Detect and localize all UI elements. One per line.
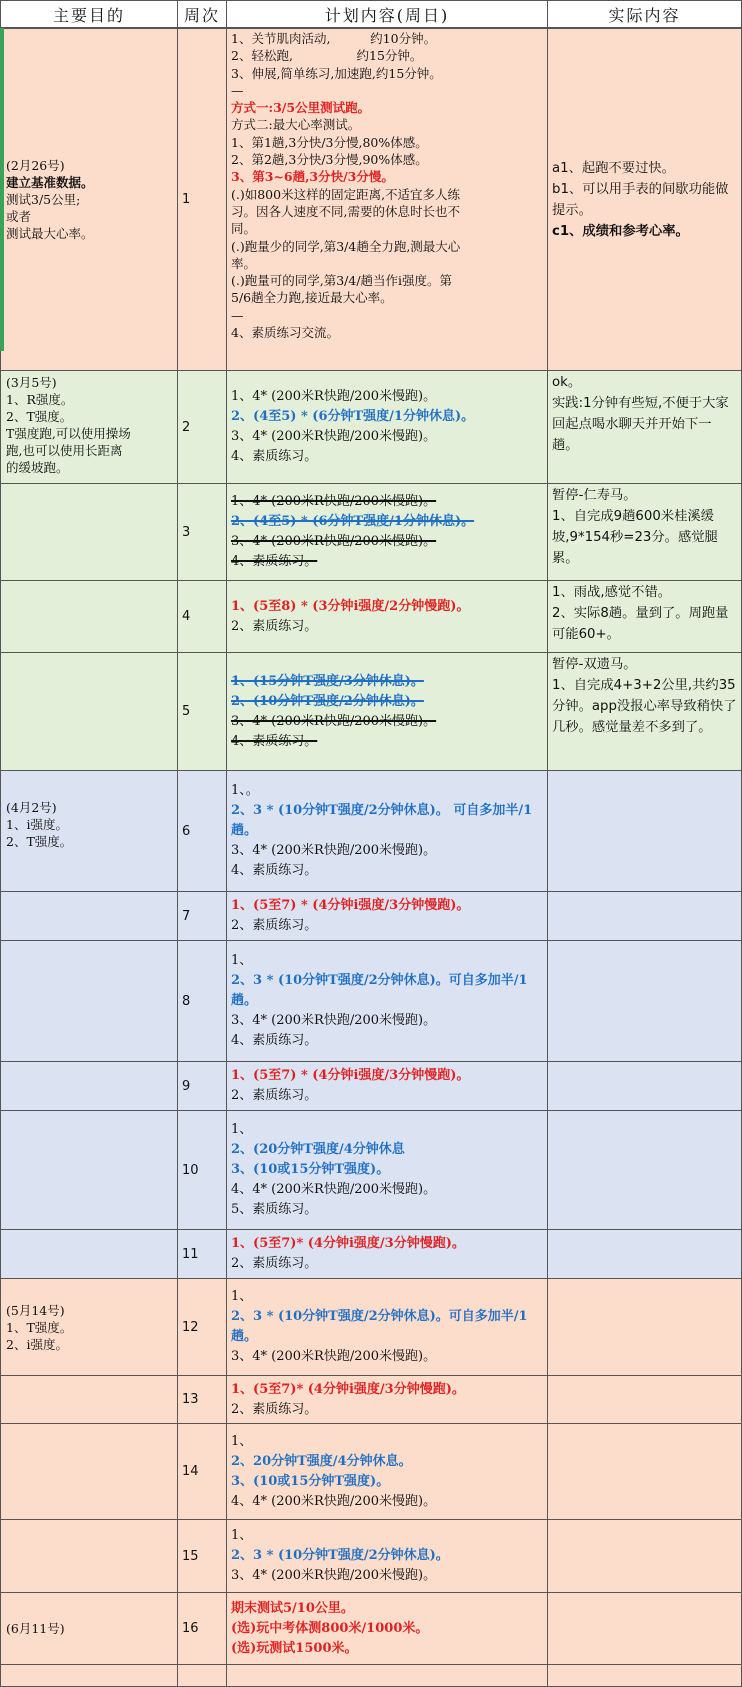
plan-line: (选)玩测试1500米。 <box>231 1640 358 1656</box>
actual-cell-week-1[interactable] <box>547 28 742 371</box>
plan-line: 2、素质练习。 <box>231 1088 318 1103</box>
actual-cell-week-3[interactable] <box>547 483 742 581</box>
plan-cell-week-2[interactable] <box>226 370 548 484</box>
goal-line: 2、T强度。 <box>6 409 73 424</box>
plan-line: 3、伸展,简单练习,加速跑,约15分钟。 <box>231 65 442 81</box>
actual-cell-empty[interactable] <box>547 1664 742 1687</box>
week-cell[interactable]: 5 <box>177 652 227 771</box>
plan-line: 2、素质练习。 <box>231 918 318 933</box>
actual-cell-week-14[interactable] <box>547 1423 742 1520</box>
week-cell-empty[interactable] <box>177 1664 227 1687</box>
plan-line: 2、3 * (10分钟T强度/2分钟休息)。 <box>231 1548 449 1563</box>
plan-line: 3、4* (200米R快跑/200米慢跑)。 <box>231 843 437 858</box>
plan-line: 1、 <box>231 1289 253 1304</box>
plan-line: 1、(5至7)* (4分钟i强度/3分钟慢跑)。 <box>231 1236 465 1251</box>
plan-line: (.)如800米这样的固定距离,不适宜多人练 <box>231 186 461 202</box>
plan-cell-week-3[interactable] <box>226 483 548 581</box>
plan-line: (.)跑量可的同学,第3/4/趟当作i强度。第 <box>231 273 453 289</box>
goal-cell-2[interactable] <box>0 370 178 484</box>
header-week[interactable]: 周次 <box>177 0 227 28</box>
plan-line: 4、素质练习。 <box>231 1033 318 1048</box>
plan-line: 2、(4至5) * (6分钟T强度/1分钟休息)。 <box>231 409 475 424</box>
plan-line: 1、(5至7) * (4分钟i强度/3分钟慢跑)。 <box>231 898 470 913</box>
actual-cell-week-8[interactable] <box>547 940 742 1062</box>
week-cell[interactable]: 12 <box>177 1278 227 1376</box>
week-cell[interactable]: 7 <box>177 891 227 941</box>
actual-cell-week-2[interactable] <box>547 370 742 484</box>
plan-line: 1、 <box>231 1122 253 1137</box>
goal-cell-empty[interactable] <box>0 652 178 771</box>
plan-line: 3、4* (200米R快跑/200米慢跑)。 <box>231 1568 437 1583</box>
plan-cell-week-5[interactable] <box>226 652 548 771</box>
week-cell[interactable]: 11 <box>177 1229 227 1279</box>
plan-cell-week-8[interactable] <box>226 940 548 1062</box>
goal-line: 2、T强度。 <box>6 834 73 849</box>
plan-line: 4、素质练习交流。 <box>231 325 339 341</box>
plan-line: 1、4* (200米R快跑/200米慢跑)。 <box>231 389 437 404</box>
plan-separator: — <box>231 82 244 98</box>
actual-cell-week-10[interactable] <box>547 1110 742 1230</box>
plan-line: 5/6趟全力跑,接近最大心率。 <box>231 290 393 306</box>
actual-line: 暂停-双遗马。 <box>552 657 637 672</box>
plan-line: 1、 <box>231 953 253 968</box>
plan-line: 2、3 * (10分钟T强度/2分钟休息)。 可自多加半/1趟。 <box>231 803 533 838</box>
actual-cell-week-4[interactable] <box>547 580 742 653</box>
goal-cell-empty[interactable] <box>0 891 178 941</box>
week-cell[interactable]: 16 <box>177 1592 227 1665</box>
header-plan[interactable]: 计划内容(周日) <box>226 0 548 28</box>
actual-line: 2、实际8趟。量到了。周跑量可能60+。 <box>552 606 729 642</box>
goal-cell-empty[interactable] <box>0 1423 178 1520</box>
plan-line: 1、 <box>231 1528 253 1543</box>
week-cell[interactable]: 15 <box>177 1519 227 1593</box>
plan-line: 2、素质练习。 <box>231 1256 318 1271</box>
plan-line: 3、(10或15分钟T强度)。 <box>231 1162 390 1177</box>
week-cell[interactable]: 9 <box>177 1061 227 1111</box>
plan-line: 3、(10或15分钟T强度)。 <box>231 1473 390 1489</box>
selection-bar <box>0 28 4 351</box>
goal-line: 1、T强度。 <box>6 1320 73 1335</box>
plan-line: 4、素质练习。 <box>231 863 318 878</box>
week-cell[interactable]: 8 <box>177 940 227 1062</box>
actual-line: a1、起跑不要过快。 <box>552 160 675 176</box>
goal-line: 或者 <box>6 209 32 224</box>
plan-line: (选)玩中考体测800米/1000米。 <box>231 1620 429 1636</box>
actual-line: 1、自完成9趟600米桂溪缓坡,9*154秒=23分。感觉腿累。 <box>552 509 718 566</box>
plan-line: 4、4* (200米R快跑/200米慢跑)。 <box>231 1182 437 1197</box>
actual-cell-week-16[interactable] <box>547 1592 742 1665</box>
actual-cell-week-11[interactable] <box>547 1229 742 1279</box>
goal-cell-3[interactable] <box>0 770 178 892</box>
goal-line: 建立基准数据。 <box>6 175 94 190</box>
plan-line: 习。因各人速度不同,需要的休息时长也不 <box>231 203 460 219</box>
plan-line: 率。 <box>231 255 257 271</box>
goal-line: 1、R强度。 <box>6 392 74 407</box>
week-cell[interactable]: 4 <box>177 580 227 653</box>
plan-line-struck: 4、素质练习。 <box>231 733 318 749</box>
goal-line: 测试3/5公里; <box>6 192 81 207</box>
actual-line: 暂停-仁寿马。 <box>552 488 637 503</box>
plan-line: 2、3 * (10分钟T强度/2分钟休息)。可自多加半/1趟。 <box>231 973 528 1008</box>
plan-cell-week-9[interactable] <box>226 1061 548 1111</box>
goal-line: 2、i强度。 <box>6 1337 68 1352</box>
plan-line-struck: 3、4* (200米R快跑/200米慢跑)。 <box>231 534 437 549</box>
plan-line: 2、素质练习。 <box>231 1401 318 1417</box>
plan-line: (.)跑量少的同学,第3/4趟全力跑,测最大心 <box>231 238 461 254</box>
plan-cell-week-15[interactable] <box>226 1519 548 1593</box>
goal-line: T强度跑,可以使用操场 <box>6 426 131 441</box>
actual-line: 实践:1分钟有些短,不便于大家回起点喝水聊天并开始下一趟。 <box>552 396 729 453</box>
actual-line: 1、雨战,感觉不错。 <box>552 585 672 600</box>
goal-cell-5[interactable] <box>0 1592 178 1665</box>
plan-line-struck: 2、(4至5) * (6分钟T强度/1分钟休息)。 <box>231 514 475 529</box>
plan-line: 2、3 * (10分钟T强度/2分钟休息)。可自多加半/1趟。 <box>231 1309 528 1344</box>
goal-cell-empty[interactable] <box>0 483 178 581</box>
actual-line: b1、可以用手表的间歇功能做提示。 <box>552 181 729 218</box>
plan-line: 1、(5至7) * (4分钟i强度/3分钟慢跑)。 <box>231 1068 470 1083</box>
plan-cell-week-7[interactable] <box>226 891 548 941</box>
plan-cell-week-1[interactable] <box>226 28 548 371</box>
goal-cell-empty[interactable] <box>0 1229 178 1279</box>
goal-cell-empty[interactable] <box>0 1375 178 1424</box>
plan-line-struck: 4、素质练习。 <box>231 554 318 569</box>
plan-line: 方式一:3/5公里测试跑。 <box>231 100 371 116</box>
week-cell[interactable]: 6 <box>177 770 227 892</box>
goal-line: 跑,也可以使用长距离 <box>6 443 123 458</box>
goal-cell-empty[interactable] <box>0 1110 178 1230</box>
goal-line: 的缓坡跑。 <box>6 460 69 475</box>
plan-line: 2、素质练习。 <box>231 618 318 634</box>
plan-line: 同。 <box>231 221 257 237</box>
plan-line: 1、。 <box>231 783 259 798</box>
plan-cell-empty[interactable] <box>226 1664 548 1687</box>
goal-date: (2月26号) <box>6 158 65 173</box>
plan-line: 1、(5至8) * (3分钟i强度/2分钟慢跑)。 <box>231 598 470 614</box>
plan-line: 3、第3~6趟,3分快/3分慢。 <box>231 169 394 185</box>
actual-cell-week-6[interactable] <box>547 770 742 892</box>
week-cell[interactable]: 3 <box>177 483 227 581</box>
week-cell[interactable]: 14 <box>177 1423 227 1520</box>
plan-line: 2、第2趟,3分快/3分慢,90%体感。 <box>231 152 428 168</box>
actual-cell-week-12[interactable] <box>547 1278 742 1376</box>
plan-cell-week-4[interactable] <box>226 580 548 653</box>
week-cell[interactable]: 13 <box>177 1375 227 1424</box>
plan-line: 3、4* (200米R快跑/200米慢跑)。 <box>231 1013 437 1028</box>
plan-line: 3、4* (200米R快跑/200米慢跑)。 <box>231 429 437 444</box>
goal-line: 测试最大心率。 <box>6 226 94 241</box>
goal-cell-empty[interactable] <box>0 1519 178 1593</box>
week-cell[interactable]: 1 <box>177 28 227 371</box>
goal-cell-1[interactable] <box>0 28 178 371</box>
plan-cell-week-12[interactable] <box>226 1278 548 1376</box>
actual-line: ok。 <box>552 375 582 390</box>
plan-line: 1、第1趟,3分快/3分慢,80%体感。 <box>231 134 428 150</box>
plan-line: 2、(20分钟T强度/4分钟休息 <box>231 1142 405 1157</box>
plan-cell-week-14[interactable] <box>226 1423 548 1520</box>
goal-date: (6月11号) <box>6 1621 65 1636</box>
plan-line: 1、(5至7)* (4分钟i强度/3分钟慢跑)。 <box>231 1381 465 1397</box>
goal-cell-4[interactable] <box>0 1278 178 1376</box>
goal-line: 1、i强度。 <box>6 817 68 832</box>
actual-cell-week-5[interactable] <box>547 652 742 771</box>
actual-cell-week-15[interactable] <box>547 1519 742 1593</box>
plan-line: 2、轻松跑, 约15分钟。 <box>231 48 423 64</box>
plan-line: 期末测试5/10公里。 <box>231 1600 354 1616</box>
goal-cell-empty[interactable] <box>0 1664 178 1687</box>
goal-date: (5月14号) <box>6 1303 65 1318</box>
plan-line: 4、4* (200米R快跑/200米慢跑)。 <box>231 1493 437 1509</box>
plan-cell-week-13[interactable] <box>226 1375 548 1424</box>
goal-cell-empty[interactable] <box>0 1061 178 1111</box>
plan-line: 5、素质练习。 <box>231 1202 318 1217</box>
plan-line: 1、 <box>231 1433 253 1449</box>
plan-line: 3、4* (200米R快跑/200米慢跑)。 <box>231 1349 437 1364</box>
plan-line-struck: 3、4* (200米R快跑/200米慢跑)。 <box>231 713 437 729</box>
plan-line: 4、素质练习。 <box>231 449 318 464</box>
plan-line-struck: 2、(10分钟T强度/2分钟休息)。 <box>231 693 424 709</box>
actual-line: 1、自完成4+3+2公里,共约35分钟。app没报心率导致稍快了几秒。感觉量差不多到了。 <box>552 678 737 735</box>
goal-date: (4月2号) <box>6 800 57 815</box>
plan-line-struck: 1、(15分钟T强度/3分钟休息)。 <box>231 673 424 689</box>
plan-cell-week-11[interactable] <box>226 1229 548 1279</box>
goal-cell-empty[interactable] <box>0 580 178 653</box>
plan-line: 1、关节肌肉活动, 约10分钟。 <box>231 31 437 46</box>
goal-cell-empty[interactable] <box>0 940 178 1062</box>
actual-line: c1、成绩和参考心率。 <box>552 223 689 239</box>
plan-separator: — <box>231 307 244 323</box>
plan-cell-week-16[interactable] <box>226 1592 548 1665</box>
plan-cell-week-6[interactable] <box>226 770 548 892</box>
plan-line-struck: 1、4* (200米R快跑/200米慢跑)。 <box>231 494 437 509</box>
actual-cell-week-13[interactable] <box>547 1375 742 1424</box>
plan-line: 方式二:最大心率测试。 <box>231 117 361 133</box>
actual-cell-week-7[interactable] <box>547 891 742 941</box>
actual-cell-week-9[interactable] <box>547 1061 742 1111</box>
week-cell[interactable]: 2 <box>177 370 227 484</box>
goal-date: (3月5号) <box>6 375 57 390</box>
header-goal[interactable]: 主要目的 <box>0 0 178 28</box>
week-cell[interactable]: 10 <box>177 1110 227 1230</box>
header-actual[interactable]: 实际内容 <box>547 0 742 28</box>
plan-line: 2、20分钟T强度/4分钟休息。 <box>231 1453 412 1469</box>
plan-cell-week-10[interactable] <box>226 1110 548 1230</box>
